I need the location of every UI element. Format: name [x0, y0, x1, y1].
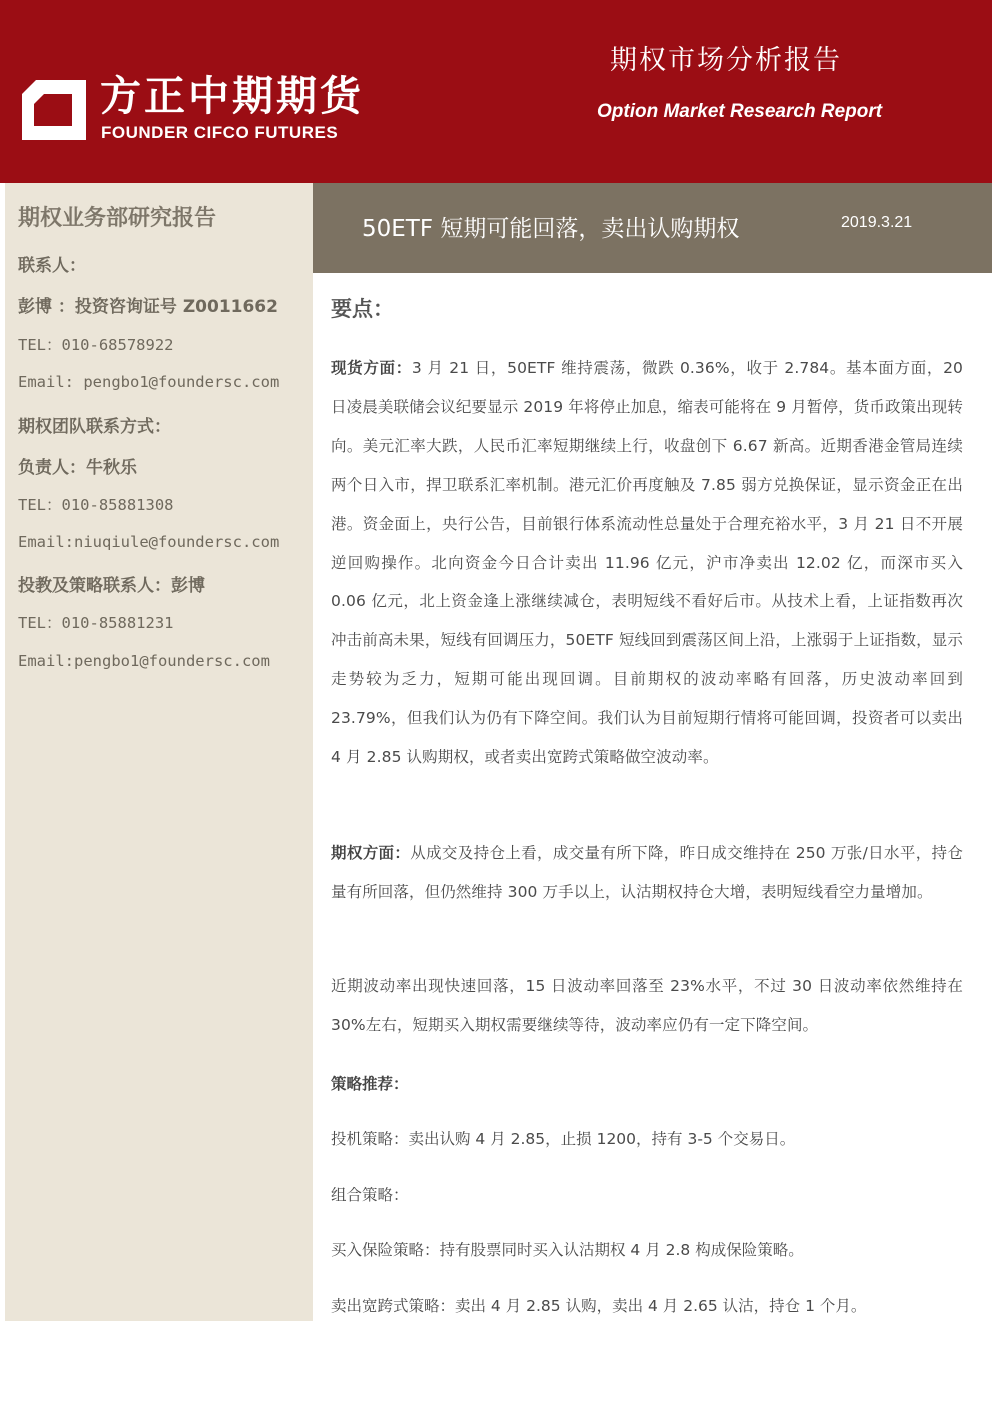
spot-label: 现货方面： [331, 359, 412, 377]
lead-contact: 负责人：牛秋乐 [18, 458, 137, 478]
strategy-heading: 策略推荐： [331, 1075, 409, 1093]
strategy-email-link[interactable]: Email:pengbo1@foundersc.com [18, 652, 270, 670]
option-label: 期权方面： [331, 844, 411, 862]
contact-name: 彭博 ：投资咨询证号 Z0011662 [18, 297, 278, 317]
speculative-strategy: 投机策略：卖出认购 4 月 2.85，止损 1200，持有 3-5 个交易日。 [331, 1130, 796, 1148]
spot-market-paragraph [331, 349, 963, 777]
spot-text: 3 月 21 日，50ETF 维持震荡，微跌 0.36%，收于 2.784。基本面方面，20 日凌晨美联储会议纪要显示 2019 年将停止加息，缩表可能将在 9 月暂停，货币政策出现转向。美元汇率大跌，人民币汇率短期继续上行，收盘创下 6.67 新高。近期香港金管局连续两个日入市，捍卫联系汇率机制。港元汇价再度触及 7.85 弱方兑换保证，显示资金正在出港。资金面上，央行公告，目前银行体系流动性总量处于合理充裕水平，3 月 21 日不开展逆回购操作。北向资金今日合计卖出 11.96 亿元，沪市净卖出 12.02 亿，而深市买入 0.06 亿元，北上资金逢上涨继续减仓，表明短线不看好后市。从技术上看，上证指数再次冲击前高未果，短线有回调压力，50ETF 短线回到震荡区间上沿，上涨弱于上证指数，显示走势较为乏力，短期可能出现回调。目前期权的波动率略有回落，历史波动率回到 23.79%，但我们认为仍有下降空间。我们认为目前短期行情将可能回调，投资者可以卖出 4 月 2.85 认购期权，或者卖出宽跨式策略做空波动率。 [331, 359, 963, 767]
department-title: 期权业务部研究报告 [18, 206, 217, 231]
contact-label: 联系人： [18, 256, 86, 276]
strategy-tel: TEL：010-85881231 [18, 614, 174, 632]
combo-strategy-label: 组合策略： [331, 1186, 409, 1204]
report-date: 2019.3.21 [841, 214, 913, 231]
lead-tel: TEL：010-85881308 [18, 496, 174, 514]
logo-english-name: FOUNDER CIFCO FUTURES [101, 123, 339, 142]
report-series-subtitle: Option Market Research Report [597, 101, 883, 122]
lead-email-link[interactable]: Email:niuqiule@foundersc.com [18, 533, 280, 551]
strangle-strategy: 卖出宽跨式策略：卖出 4 月 2.85 认购，卖出 4 月 2.65 认沽，持仓 1 个月。 [331, 1297, 867, 1315]
strategy-contact: 投教及策略联系人：彭博 [18, 576, 205, 596]
logo-chinese-name: 方正中期期货 [100, 72, 364, 120]
option-text: 从成交及持仓上看，成交量有所下降，昨日成交维持在 250 万张/日水平，持仓量有所回落，但仍然维持 300 万手以上，认沽期权持仓大增，表明短线看空力量增加。 [331, 844, 963, 901]
contact-tel: TEL：010-68578922 [18, 336, 174, 354]
report-header [0, 0, 992, 183]
contact-email-link[interactable]: Email: pengbo1@foundersc.com [18, 373, 280, 391]
volatility-paragraph: 近期波动率出现快速回落，15 日波动率回落至 23%水平，不过 30 日波动率依然维持在 30%左右，短期买入期权需要继续等待，波动率应仍有一定下降空间。 [331, 977, 963, 1034]
team-contact-label: 期权团队联系方式： [18, 417, 171, 437]
report-title: 50ETF 短期可能回落，卖出认购期权 [362, 216, 740, 242]
contact-sidebar [5, 183, 313, 1321]
founder-logo-icon [22, 80, 86, 140]
option-market-paragraph [331, 834, 963, 912]
insurance-strategy: 买入保险策略：持有股票同时买入认沽期权 4 月 2.8 构成保险策略。 [331, 1241, 804, 1259]
keypoints-heading: 要点： [331, 297, 394, 321]
report-series-title: 期权市场分析报告 [610, 45, 842, 76]
report-title-bar [313, 183, 992, 273]
